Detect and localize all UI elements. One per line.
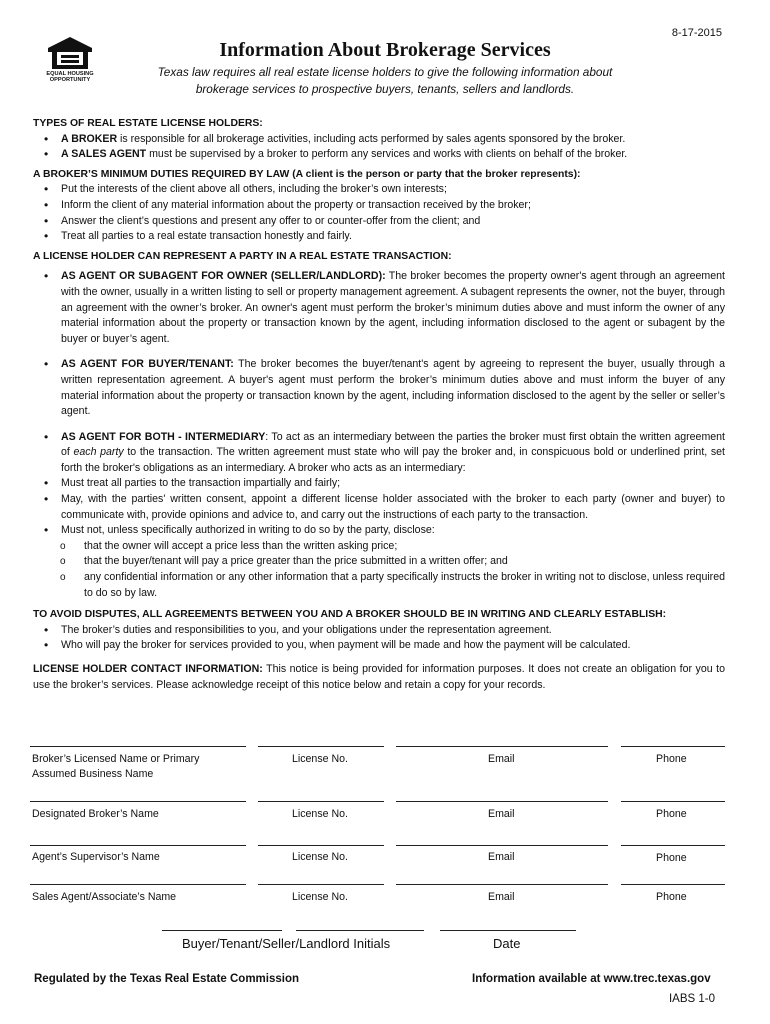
list-item: • Must treat all parties to the transaction impartially and fairly; <box>33 476 725 492</box>
sales-agent-license-line[interactable] <box>258 884 384 885</box>
sales-agent-text: must be supervised by a broker to perform any services and works with clients on behalf of the broker. <box>146 148 628 161</box>
designated-broker-license-line[interactable] <box>258 801 384 802</box>
list-item: • Inform the client of any material information about the property or transaction received by the broker; <box>33 198 725 214</box>
duties-list <box>33 182 725 244</box>
buyer-agent-term: AS AGENT FOR BUYER/TENANT: <box>61 358 234 371</box>
represent-list <box>33 269 725 601</box>
represent-heading: A LICENSE HOLDER CAN REPRESENT A PARTY IN A REAL ESTATE TRANSACTION: <box>33 250 452 262</box>
form-code: IABS 1-0 <box>668 993 715 1005</box>
disputes-heading: TO AVOID DISPUTES, ALL AGREEMENTS BETWEEN YOU AND A BROKER SHOULD BE IN WRITING AND CLEARLY ESTABLISH: <box>33 609 667 621</box>
supervisor-name-line[interactable] <box>30 845 246 846</box>
logo-text-2: OPPORTUNITY <box>49 77 91 82</box>
sub-list-item: o that the buyer/tenant will pay a price greater than the price submitted in a written offer; and <box>33 554 725 570</box>
broker-email-line[interactable] <box>396 746 608 747</box>
broker-email-label: Email <box>488 753 515 765</box>
subtitle-line-2: brokerage services to prospective buyers, tenants, sellers and landlords. <box>195 81 575 96</box>
list-item: • Who will pay the broker for services provided to you, when payment will be made and how the payment will be calculated. <box>33 638 725 654</box>
sales-agent-phone-label: Phone <box>656 891 687 903</box>
contact-info-text: This notice is being provided for information purposes. It does not create an obligation for you to use the broker’s services. Please acknowledge receipt of this notice below and retain a copy for your records. <box>33 663 725 691</box>
designated-broker-email-label: Email <box>488 808 515 820</box>
disputes-list <box>33 623 725 654</box>
sales-agent-name-line[interactable] <box>30 884 246 885</box>
supervisor-phone-line[interactable] <box>621 845 725 846</box>
date-label: Date <box>493 936 521 951</box>
list-item: • Put the interests of the client above all others, including the broker’s own interests; <box>33 182 725 198</box>
list-item: • Answer the client’s questions and present any offer to or counter-offer from the client; and <box>33 214 725 230</box>
supervisor-phone-label: Phone <box>656 852 687 864</box>
list-item <box>33 132 725 148</box>
designated-broker-name-label: Designated Broker’s Name <box>32 808 159 820</box>
designated-broker-email-line[interactable] <box>396 801 608 802</box>
list-item-intermediary <box>33 430 725 477</box>
supervisor-name-label: Agent’s Supervisor’s Name <box>32 851 160 863</box>
footer-regulated: Regulated by the Texas Real Estate Commission <box>34 973 300 985</box>
duties-heading: A BROKER’S MINIMUM DUTIES REQUIRED BY LAW (A client is the person or party that the broker represents): <box>33 168 581 180</box>
page-title: Information About Brokerage Services <box>219 39 551 61</box>
broker-phone-line[interactable] <box>621 746 725 747</box>
seller-agent-term: AS AGENT OR SUBAGENT FOR OWNER (SELLER/LANDLORD): <box>61 270 386 283</box>
designated-broker-name-line[interactable] <box>30 801 246 802</box>
initials-label: Buyer/Tenant/Seller/Landlord Initials <box>182 936 391 951</box>
types-list <box>33 132 725 163</box>
list-item <box>33 147 725 163</box>
supervisor-email-line[interactable] <box>396 845 608 846</box>
broker-name-line[interactable] <box>30 746 246 747</box>
list-item-seller-agent <box>33 269 725 347</box>
list-item-buyer-agent <box>33 357 725 419</box>
sales-agent-email-label: Email <box>488 891 515 903</box>
broker-phone-label: Phone <box>656 753 687 765</box>
designated-broker-phone-line[interactable] <box>621 801 725 802</box>
list-item: • Must not, unless specifically authorized in writing to do so by the party, disclose: <box>33 523 725 539</box>
sales-agent-email-line[interactable] <box>396 884 608 885</box>
broker-name-label: Broker’s Licensed Name or Primary Assumed Business Name <box>32 753 200 780</box>
date-line[interactable] <box>440 930 576 931</box>
designated-broker-phone-label: Phone <box>656 808 687 820</box>
subtitle-line-1: Texas law requires all real estate license holders to give the following information about <box>157 65 613 79</box>
document-body <box>33 116 725 693</box>
footer-info-link[interactable]: Information available at www.trec.texas.gov <box>472 973 711 985</box>
supervisor-license-line[interactable] <box>258 845 384 846</box>
sub-list-item: o any confidential information or any other information that a party specifically instructs the broker in writing not to disclose, unless required to do so by law. <box>33 570 725 601</box>
supervisor-license-label: License No. <box>292 851 348 863</box>
sales-agent-license-label: License No. <box>292 891 348 903</box>
form-date: 8-17-2015 <box>671 27 722 39</box>
initials-line-1[interactable] <box>162 930 282 931</box>
broker-license-line[interactable] <box>258 746 384 747</box>
designated-broker-license-label: License No. <box>292 808 348 820</box>
page-subtitle <box>120 64 650 97</box>
initials-line-2[interactable] <box>296 930 424 931</box>
broker-license-label: License No. <box>292 753 348 765</box>
intermediary-term: AS AGENT FOR BOTH - INTERMEDIARY <box>61 430 266 443</box>
supervisor-email-label: Email <box>488 851 515 863</box>
sales-agent-term: A SALES AGENT <box>61 148 147 161</box>
sales-agent-phone-line[interactable] <box>621 884 725 885</box>
list-item: • May, with the parties' written consent, appoint a different license holder associated with the broker to each party (owner and buyer) to communicate with, provide opinions and advice to, and carry out the instructions of each party to the transaction. <box>33 492 725 523</box>
logo-text-1: EQUAL HOUSING <box>46 71 94 77</box>
contact-info-paragraph <box>33 662 725 693</box>
seller-agent-text: The broker becomes the property owner's agent through an agreement with the owner, usually in a written listing to sell or property management agreement. A subagent represents the owner, not the buyer, through an agreement with the owner’s broker. An owner's agent must perform the broker’s minimum duties above and must inform the owner of any material information about the property or transaction known by the agent, including information disclosed to the agent or subagent by the buyer or buyer’s agent. <box>61 270 725 345</box>
buyer-agent-text: The broker becomes the buyer/tenant's agent by agreeing to represent the buyer, usually through a written representation agreement. A buyer's agent must perform the broker’s minimum duties above and must inform the buyer of any material information about the property or transaction known by the agent, including information disclosed to the agent by the seller or seller’s agent. <box>61 358 725 418</box>
contact-info-term: LICENSE HOLDER CONTACT INFORMATION: <box>33 663 263 675</box>
types-heading: TYPES OF REAL ESTATE LICENSE HOLDERS: <box>33 118 263 129</box>
broker-term: A BROKER <box>61 132 118 145</box>
list-item: • Treat all parties to a real estate transaction honestly and fairly. <box>33 229 725 245</box>
sales-agent-name-label: Sales Agent/Associate’s Name <box>32 891 177 903</box>
broker-text: is responsible for all brokerage activities, including acts performed by sales agents sponsored by the broker. <box>117 132 626 145</box>
list-item: • The broker’s duties and responsibilities to you, and your obligations under the representation agreement. <box>33 623 725 639</box>
intermediary-text-em: each party <box>73 446 124 459</box>
sub-list-item: o that the owner will accept a price less than the written asking price; <box>33 539 725 555</box>
intermediary-text-b: to the transaction. The written agreement must state who will pay the broker and, in conspicuous bold or underlined print, set forth the broker's obligations as an intermediary. A broker who acts as an intermediary: <box>61 446 725 474</box>
intermediary-text-a: : To act as an intermediary between the parties the broker must first obtain the written agreement of <box>61 430 725 459</box>
